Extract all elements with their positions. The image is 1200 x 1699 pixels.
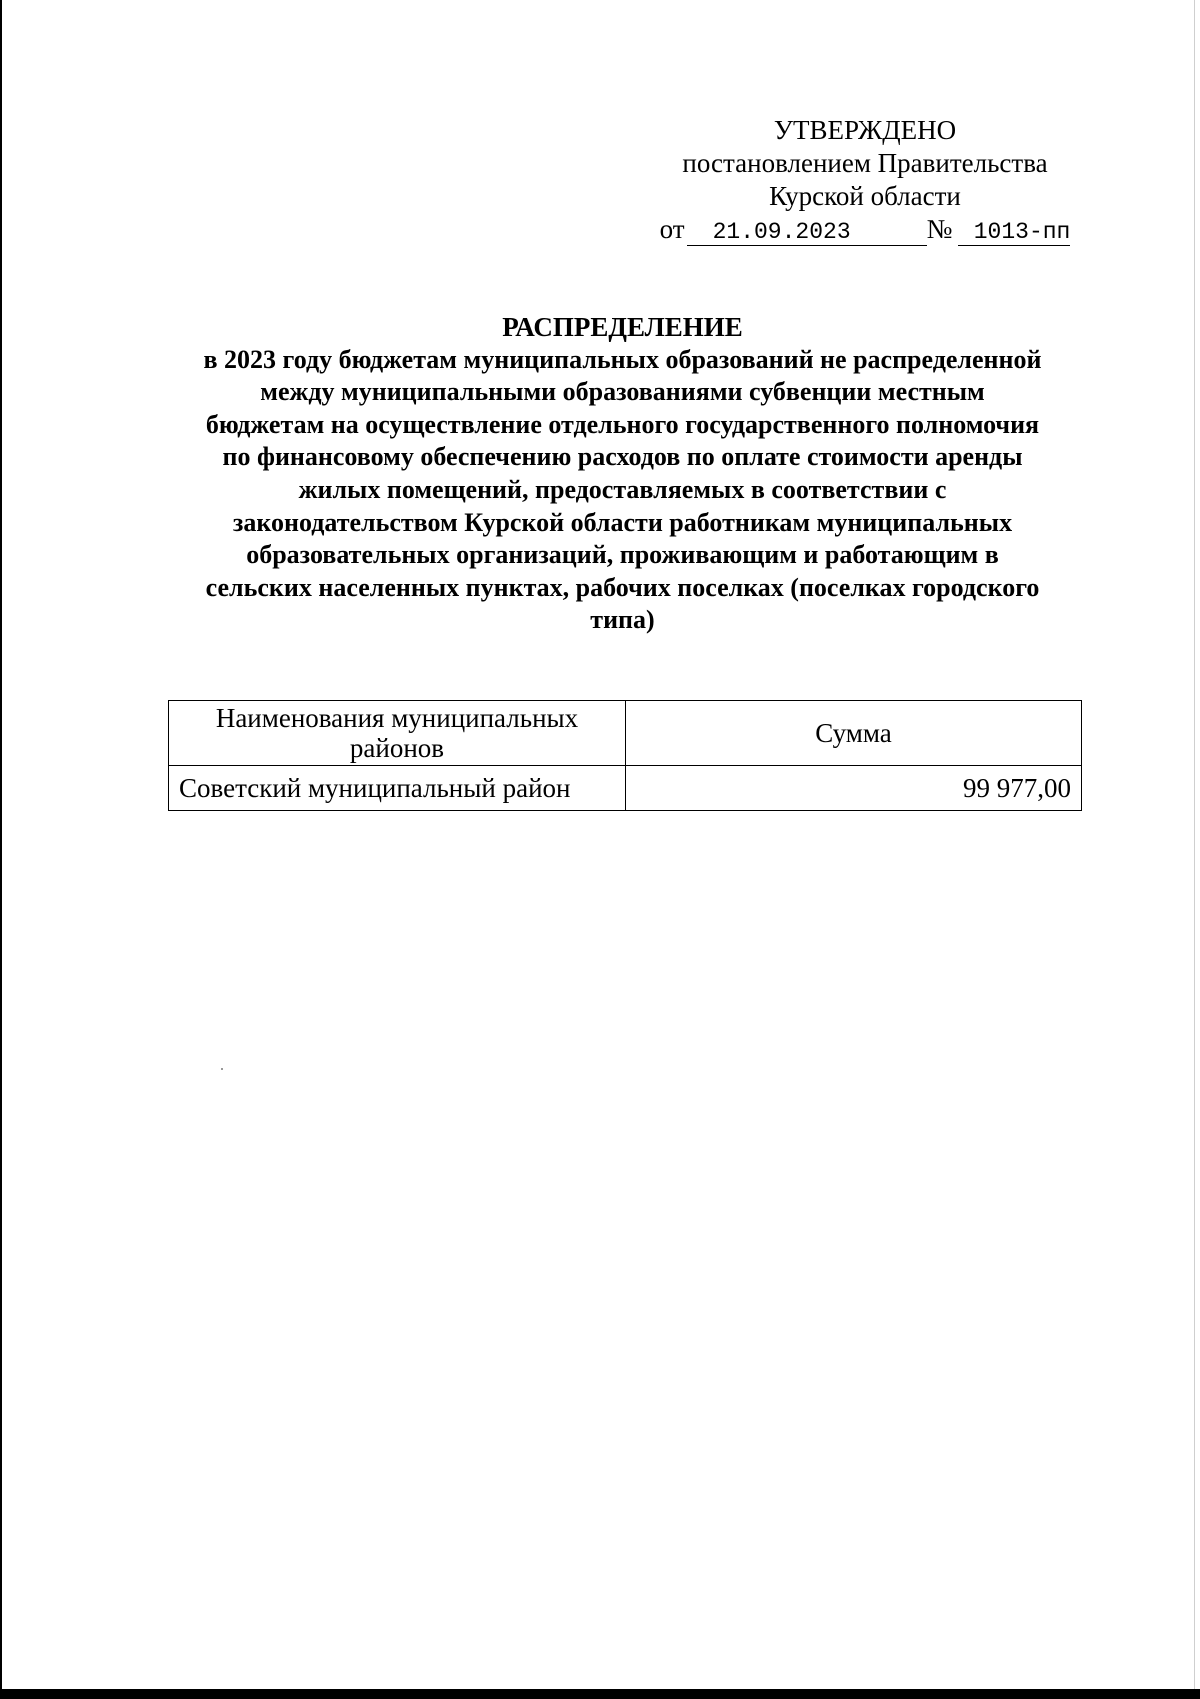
approval-authority: постановлением Правительства (682, 148, 1048, 178)
distribution-table (168, 700, 1082, 811)
scan-edge-right (1194, 0, 1195, 1690)
title-line: между муниципальными образованиями субвенции местным (260, 377, 985, 407)
document-title (160, 311, 1085, 637)
title-line: в 2023 году бюджетам муниципальных образований не распределенной (203, 344, 1042, 374)
approval-date-line (640, 213, 1090, 246)
header-sum: Сумма (626, 701, 1082, 766)
header-municipality-line2: районов (349, 733, 445, 763)
decree-date: 21.09.2023 (687, 219, 927, 246)
table-row (169, 766, 1082, 811)
title-line: типа) (590, 605, 655, 635)
title-line: жилых помещений, предоставляемых в соответствии с (298, 474, 947, 504)
header-municipality (169, 701, 626, 766)
approval-block (640, 114, 1090, 246)
row-sum: 99 977,00 (626, 766, 1082, 811)
approval-status: УТВЕРЖДЕНО (773, 115, 957, 145)
scan-speck (221, 1068, 223, 1070)
date-prefix: от (659, 214, 685, 244)
decree-number: 1013-пп (958, 219, 1070, 246)
title-line: образовательных организаций, проживающим и работающим в (246, 540, 999, 570)
row-municipality: Советский муниципальный район (169, 766, 626, 811)
title-line: сельских населенных пунктах, рабочих поселках (поселках городского (205, 572, 1040, 602)
header-municipality-line1: Наименования муниципальных (215, 703, 579, 733)
table-header-row (169, 701, 1082, 766)
scan-edge-bottom (0, 1689, 1200, 1699)
title-line: законодательством Курской области работникам муниципальных (232, 507, 1013, 537)
title-line: по финансовому обеспечению расходов по оплате стоимости аренды (222, 442, 1023, 472)
scan-edge-left (0, 0, 2, 1690)
number-sign: № (926, 214, 953, 244)
title-line: бюджетам на осуществление отдельного государственного полномочия (205, 409, 1040, 439)
approval-region: Курской области (769, 181, 961, 211)
title-heading: РАСПРЕДЕЛЕНИЕ (502, 312, 743, 342)
